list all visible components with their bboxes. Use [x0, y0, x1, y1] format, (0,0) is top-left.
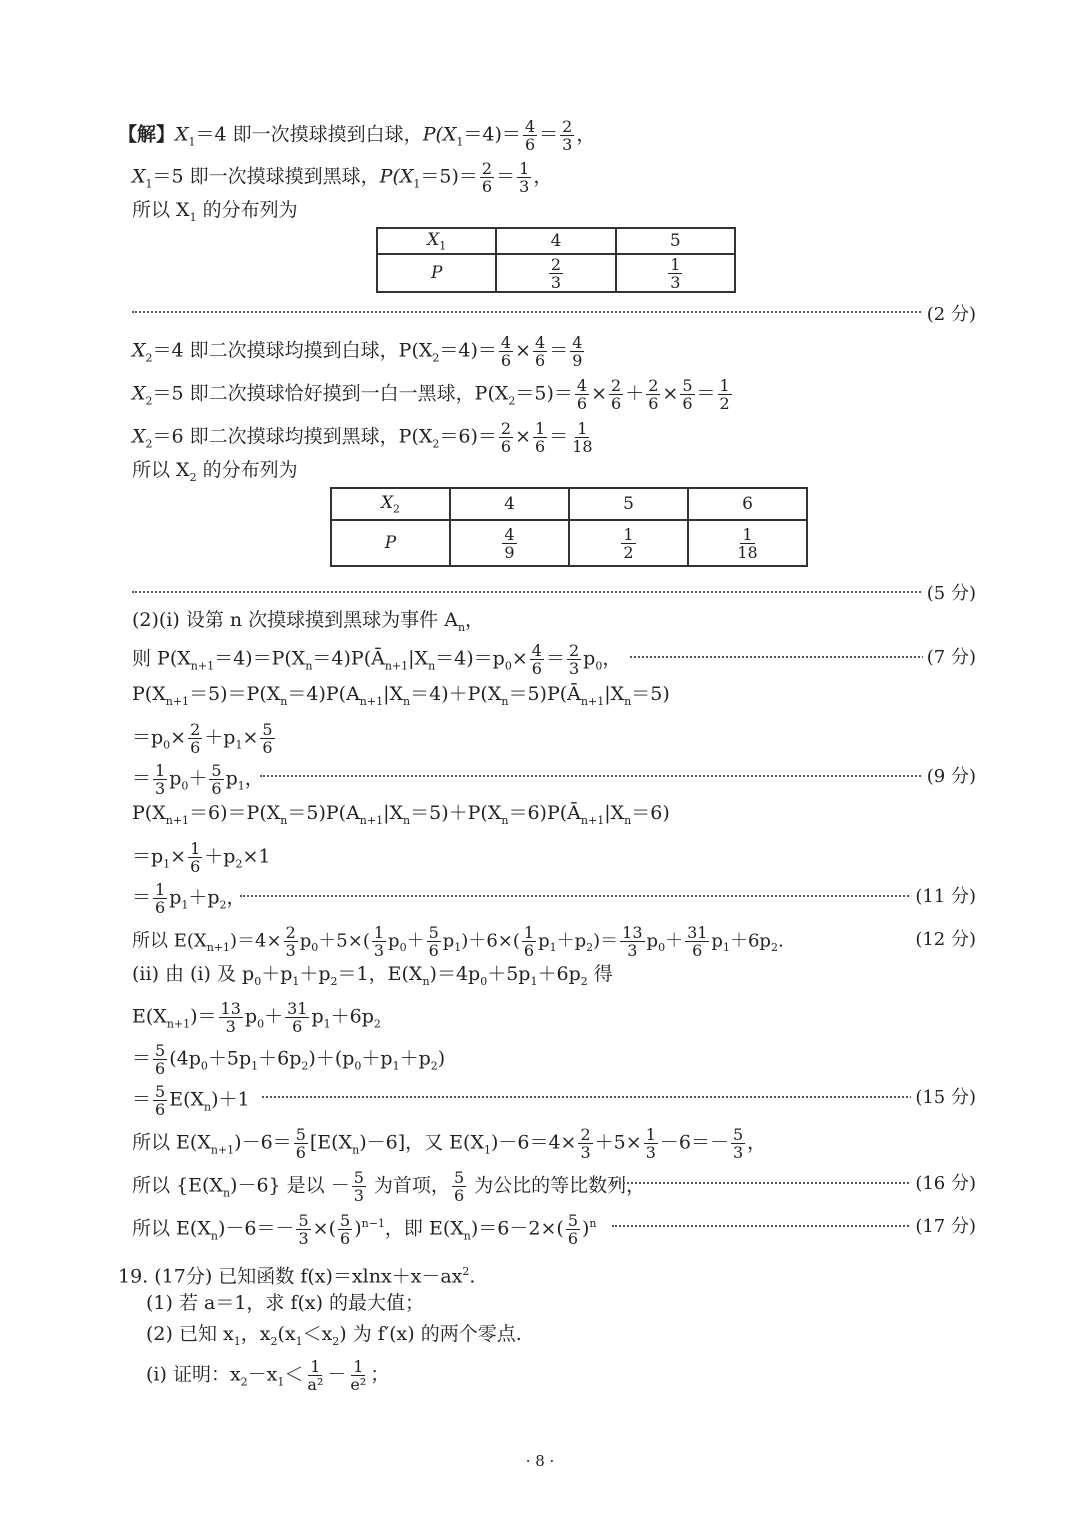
solution-line-8: (2)(i) 设第 n 次摸球摸到黑球为事件 $A_n$， — [132, 609, 485, 634]
score-mark: (5 分) — [923, 579, 976, 605]
solution-line-19: ＝ $\frac{5}{6}$ $(4p_0+5p_1+6p_2)+(p_0+p_1+p_2)$ — [132, 1041, 446, 1078]
solution-line-13: $P(X_{n+1}=6)=P(X_n=5)P(A_{n+1}|X_n=5)+P(X_n=6)P(Ā_{n+1}|X_n=6)$ — [132, 802, 670, 827]
solution-line-16: 所以 $E(X_{n+1})=4\times$ $\frac{2}{3}$ $p_0+5\times$( $\frac{1}{3}$ $p_0+$ $\frac{5}{6}$ $p_1)+6\times$( $\frac{1}{6}$ $p_1+p_2)=$ $\frac{13}{3}$ $p_0+$ $\frac{31}{6}$ $p_1+6p_2$. — [132, 923, 784, 960]
problem-19-part-2: (2) 已知 $x_1$，$x_2(x_1<x_2)$ 为 f′(x) 的两个零点. — [146, 1323, 522, 1348]
solution-line-23: 所以 $E(X_n)-6=-$ $\frac{5}{3}$ ×( $\frac{5}{6}$ )$^{n-1}$，即 $E(X_n)=6-2\times$( $\frac{5}{6}$ )$^n$ — [132, 1211, 597, 1248]
score-leader-dots — [260, 775, 976, 777]
solution-line-3: 所以 $X_1$ 的分布列为 — [132, 199, 298, 224]
distribution-table-x1: $X_1$ 4 5 P $\frac{2}{3}$ $\frac{1}{3}$ — [376, 227, 736, 293]
solution-line-17: (ii) 由 (i) 及 $p_0+p_1+p_2=1$，$E(X_n)=4p_0+5p_1+6p_2$ 得 — [132, 963, 613, 988]
score-mark: (11 分) — [911, 882, 976, 908]
score-leader-dots — [132, 311, 976, 313]
solution-line-4: $X_2=4$ 即二次摸球均摸到白球，$P(X_2=4)=$ $\frac{4}{6}$ × $\frac{4}{6}$ ＝ $\frac{4}{9}$ — [132, 333, 583, 370]
fraction: $\frac{2}{3}$ — [562, 117, 573, 154]
solution-line-12: ＝ $\frac{1}{3}$ $p_0+$ $\frac{5}{6}$ $p_1$， — [132, 761, 264, 798]
problem-19-part-1: (1) 若 a＝1，求 f(x) 的最大值； — [146, 1292, 425, 1314]
solution-line-7: 所以 $X_2$ 的分布列为 — [132, 459, 298, 484]
problem-19-part-2-i: (i) 证明：$x_2-x_1<$ $\frac{1}{\text{a²}}$ － $\frac{1}{\text{e²}}$ ； — [146, 1357, 390, 1394]
problem-19-title: 19. (17分) 已知函数 $f(x)=xlnx+x-ax^2$. — [118, 1265, 476, 1288]
score-leader-dots — [132, 591, 976, 593]
page-number: · 8 · — [525, 1452, 555, 1470]
solution-line-22: 所以 $\{E(X_n)-6\}$ 是以 － $\frac{5}{3}$ 为首项， $\frac{5}{6}$ 为公比的等比数列， — [132, 1168, 646, 1205]
solution-line-10: $P(X_{n+1}=5)=P(X_n=4)P(A_{n+1}|X_n=4)+P(X_n=5)P(Ā_{n+1}|X_n=5)$ — [132, 683, 670, 708]
score-mark: (2 分) — [923, 300, 976, 326]
score-mark: (7 分) — [923, 643, 976, 669]
solution-line-5: $X_2=5$ 即二次摸球恰好摸到一白一黑球，$P(X_2=5)=$ $\frac{4}{6}$ × $\frac{2}{6}$ ＋ $\frac{2}{6}$ × $\frac{5}{6}$ ＝ $\frac{1}{2}$ — [132, 376, 730, 413]
score-leader-dots — [262, 1096, 976, 1098]
score-leader-dots — [240, 895, 976, 897]
solution-line-1: 【解】$X_1=4$ 即一次摸球摸到白球，$P(X_1=4)=$ $\frac{4}{6}$ ＝ $\frac{2}{3}$ ， — [118, 117, 596, 154]
solution-line-14: $=p_1\times$ $\frac{1}{6}$ $+p_2\times 1$ — [132, 839, 271, 876]
fraction: $\frac{4}{6}$ — [524, 117, 536, 154]
solution-line-6: $X_2=6$ 即二次摸球均摸到黑球，$P(X_2=6)=$ $\frac{2}{6}$ × $\frac{1}{6}$ ＝ $\frac{1}{18}$ — [132, 419, 593, 456]
score-mark: (9 分) — [923, 762, 976, 788]
solution-line-21: 所以 $E(X_{n+1})-6=$ $\frac{5}{6}$ $[E(X_n)-6]$，又 $E(X_1)-6=4\times$ $\frac{2}{3}$ ＋5× $\frac{1}{3}$ －6＝－ $\frac{5}{3}$ ， — [132, 1125, 767, 1162]
solution-line-2: $X_1=5$ 即一次摸球摸到黑球，$P(X_1=5)=$ $\frac{2}{6}$ ＝ $\frac{1}{3}$ ， — [132, 159, 553, 196]
solution-line-20: ＝ $\frac{5}{6}$ $E(X_n)+1$ — [132, 1082, 250, 1119]
solution-line-11: $=p_0\times$ $\frac{2}{6}$ $+p_1\times$ $\frac{5}{6}$ — [132, 720, 273, 757]
solution-line-18: $E(X_{n+1})=$ $\frac{13}{3}$ $p_0+$ $\frac{31}{6}$ $p_1+6p_2$ — [132, 999, 381, 1036]
distribution-table-x2: $X_2$ 4 5 6 P $\frac{4}{9}$ $\frac{1}{2}$ $\frac{1}{18}$ — [330, 487, 808, 567]
score-mark: (17 分) — [911, 1212, 976, 1238]
score-mark: (16 分) — [911, 1169, 976, 1195]
solution-line-15: ＝ $\frac{1}{6}$ $p_1+p_2$， — [132, 880, 246, 917]
score-mark: (12 分) — [911, 925, 976, 951]
score-mark: (15 分) — [911, 1083, 976, 1109]
solution-line-9: 则 $P(X_{n+1}=4)=P(X_n=4)P(Ā_{n+1}|X_n=4)=p_0\times$ $\frac{4}{6}$ ＝ $\frac{2}{3}$ $p_0$， — [132, 641, 622, 678]
